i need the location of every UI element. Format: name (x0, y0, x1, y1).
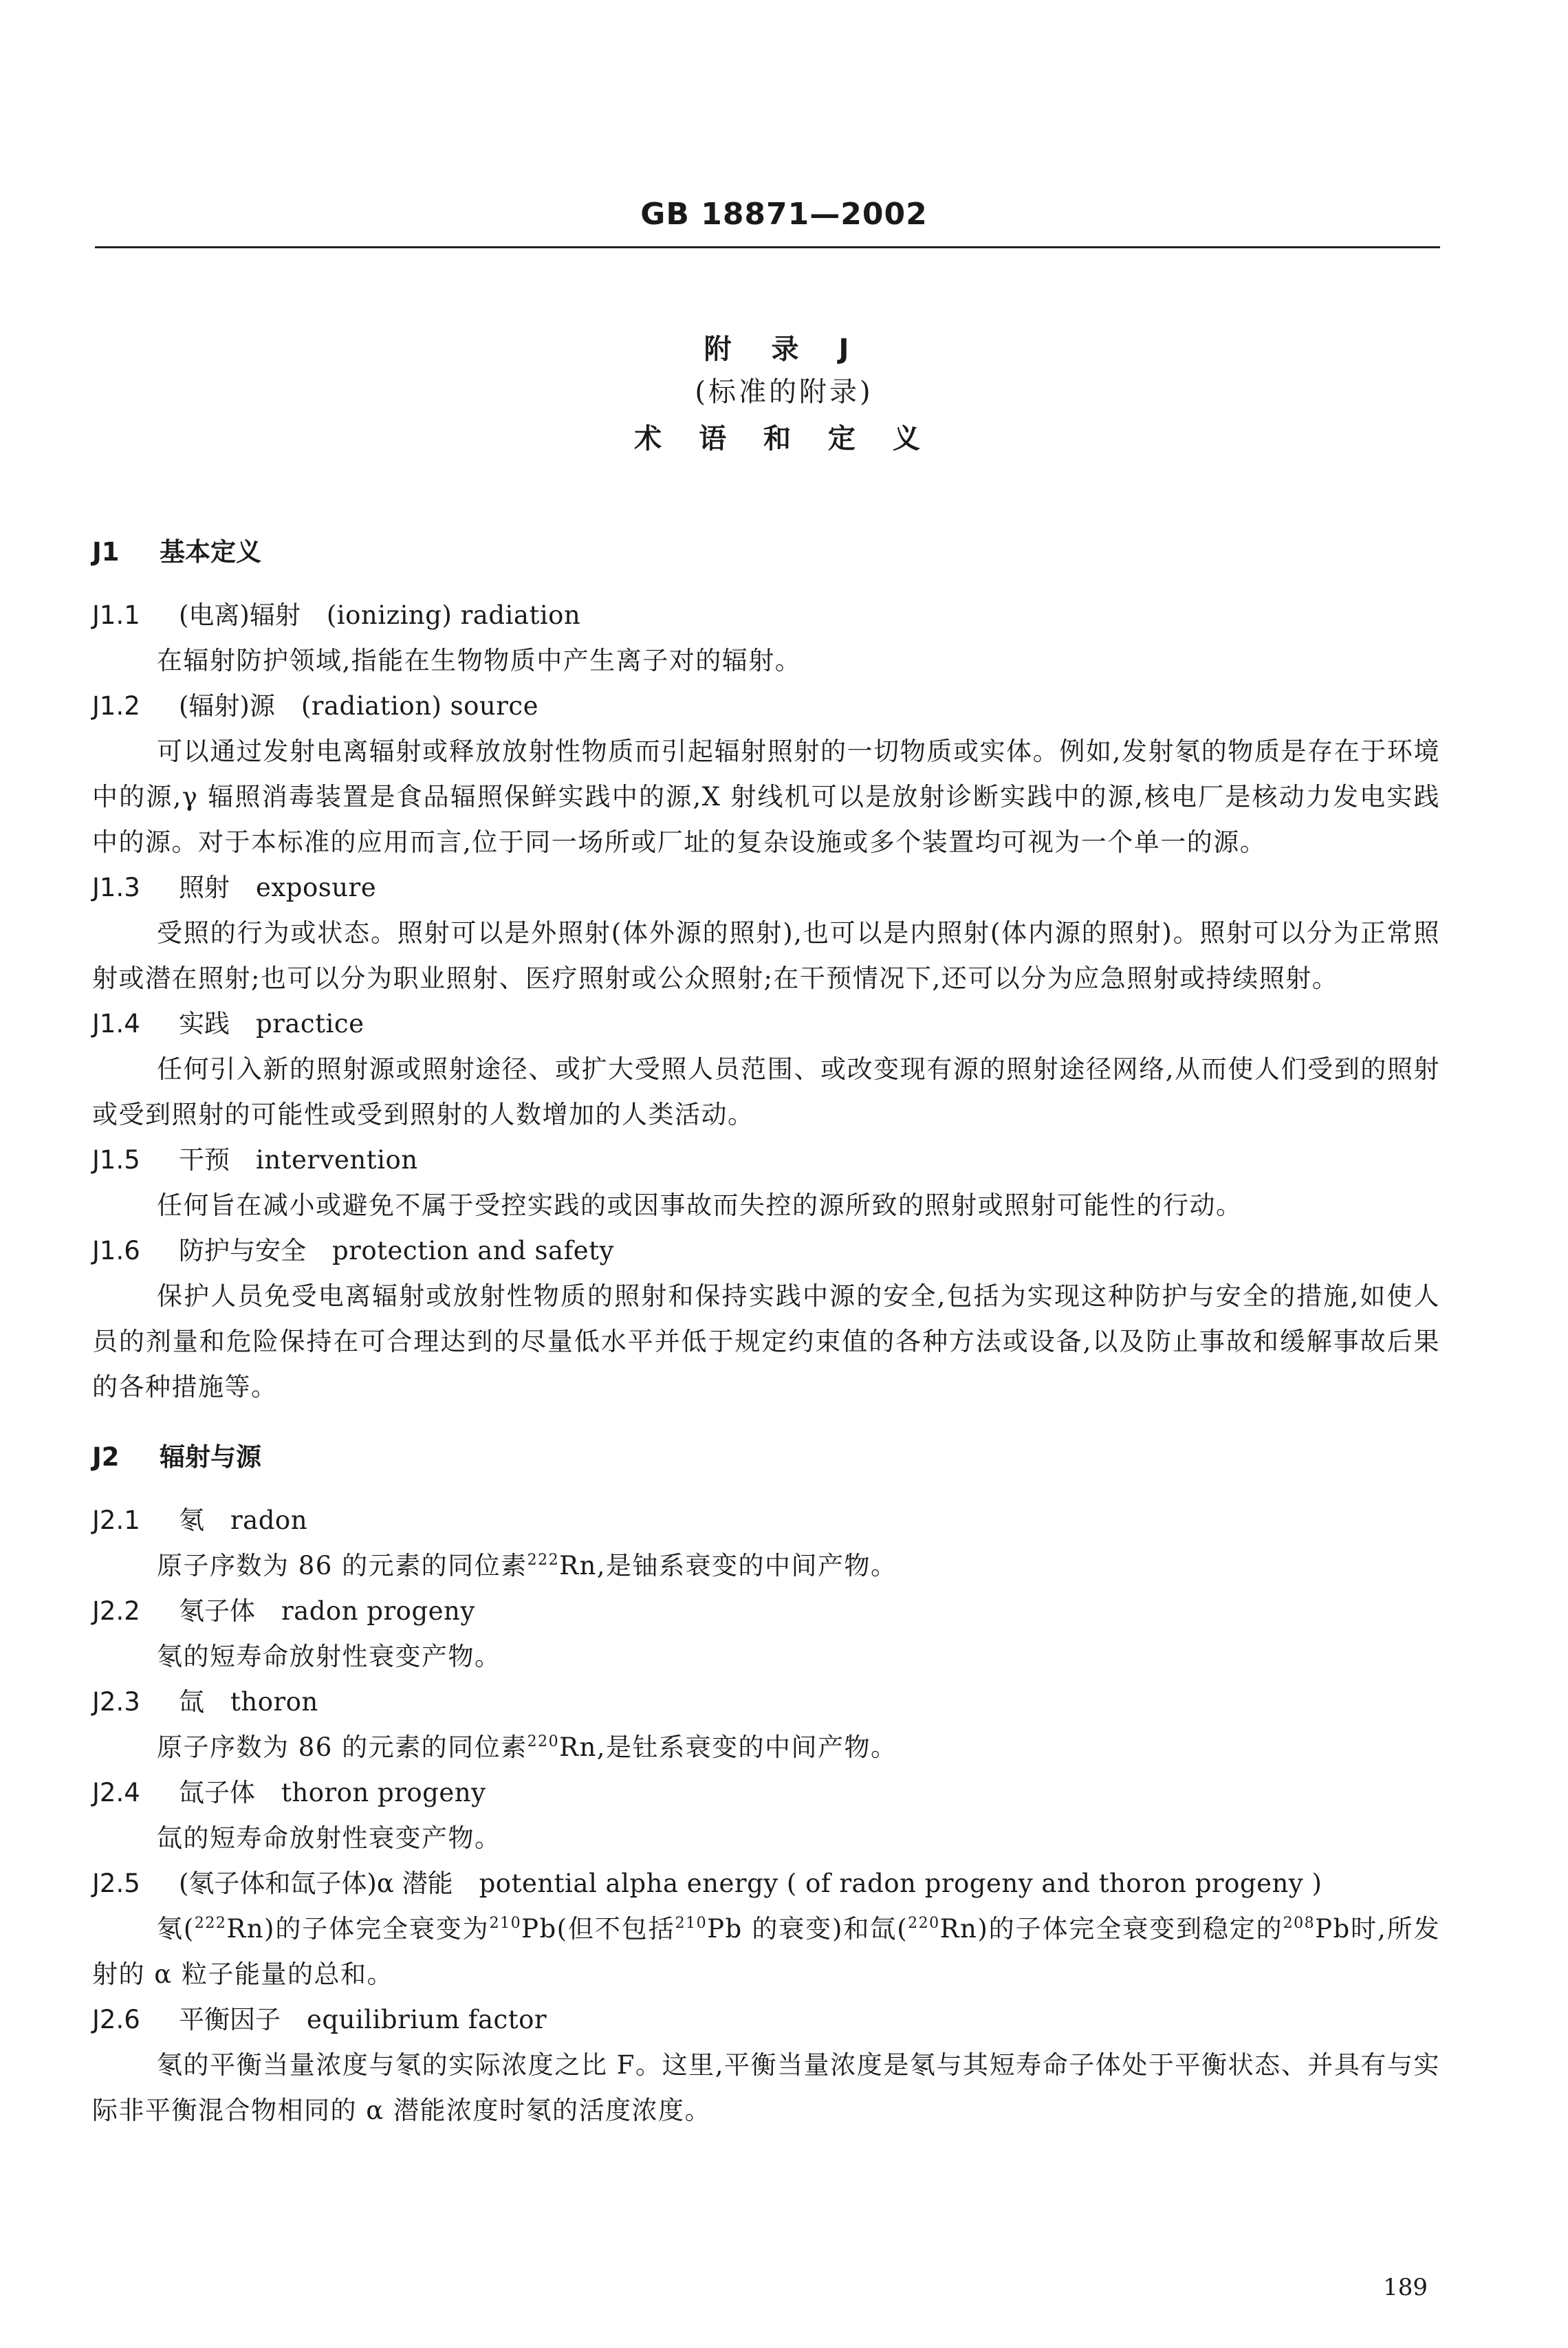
term-entry (92, 1228, 1440, 1274)
term-definition: 保护人员免受电离辐射或放射性物质的照射和保持实践中源的安全,包括为实现这种防护与安全的措施,如使人员的剂量和危险保持在可合理达到的尽量低水平并低于规定约束值的各种方法或设备,以及防止事故和缓解事故后果的各种措施等。 (92, 1281, 1440, 1402)
term-entry (92, 1138, 1440, 1183)
term-english: exposure (256, 873, 377, 902)
definition-text: Rn)的子体完全衰变为 (226, 1914, 490, 1944)
term-entry (92, 1001, 1440, 1047)
term-definition: 任何引入新的照射源或照射途径、或扩大受照人员范围、或改变现有源的照射途径网络,从而使人们受到的照射或受到照射的可能性或受到照射的人数增加的人类活动。 (92, 1054, 1440, 1129)
term-definition: 可以通过发射电离辐射或释放放射性物质而引起辐射照射的一切物质或实体。例如,发射氡的物质是存在于环境中的源,γ 辐照消毒装置是食品辐照保鲜实践中的源,X 射线机可以是放射诊断实践中的源,核电厂是核动力发电实践中的源。对于本标准的应用而言,位于同一场所或厂址的复杂设施或多个装置均可视为一个单一的源。 (92, 737, 1440, 857)
definition-text: 氡( (157, 1914, 195, 1944)
isotope-mass-number: 222 (194, 1915, 227, 1932)
term-entry (92, 593, 1440, 638)
term-entry (92, 1680, 1440, 1725)
term-english: radon (230, 1505, 308, 1535)
term-number: J1.6 (92, 1236, 140, 1265)
term-chinese: 氡子体 (179, 1596, 255, 1626)
term-english: practice (256, 1009, 364, 1039)
term-chinese: 平衡因子 (179, 2005, 281, 2034)
isotope-mass-number: 220 (527, 1733, 560, 1750)
section-heading (92, 530, 1440, 575)
standard-number: GB 18871—2002 (640, 197, 928, 232)
isotope-mass-number: 222 (527, 1552, 560, 1569)
isotope-mass-number: 210 (489, 1915, 522, 1932)
section-number: J1 (92, 537, 120, 567)
term-chinese: (辐射)源 (179, 691, 275, 721)
term-english: (ionizing) radiation (326, 600, 581, 630)
appendix-subtitle: (标准的附录) (695, 376, 873, 408)
term-number: J1.1 (92, 600, 140, 630)
term-entry (92, 865, 1440, 911)
term-definition: 氡的短寿命放射性衰变产物。 (157, 1642, 501, 1671)
term-chinese: (氡子体和氙子体)α 潜能 (179, 1869, 453, 1898)
isotope-mass-number: 210 (675, 1915, 708, 1932)
term-entry (92, 1997, 1440, 2043)
page-number: 189 (1383, 2274, 1428, 2301)
term-number: J2.1 (92, 1505, 140, 1535)
term-chinese: 实践 (179, 1009, 230, 1039)
term-chinese: 氙 (179, 1687, 204, 1717)
term-number: J2.5 (92, 1869, 140, 1898)
term-english: thoron (230, 1687, 318, 1717)
term-entry (92, 1589, 1440, 1634)
term-definition: 受照的行为或状态。照射可以是外照射(体外源的照射),也可以是内照射(体内源的照射)。照射可以分为正常照射或潜在照射;也可以分为职业照射、医疗照射或公众照射;在干预情况下,还可以分为应急照射或持续照射。 (92, 918, 1440, 993)
term-definition (92, 1543, 1440, 1589)
term-chinese: 干预 (179, 1145, 230, 1175)
term-number: J1.5 (92, 1145, 140, 1175)
term-number: J2.6 (92, 2005, 140, 2034)
term-chinese: 照射 (179, 873, 230, 902)
definition-text: 原子序数为 86 的元素的同位素 (157, 1732, 527, 1762)
term-number: J2.2 (92, 1596, 140, 1626)
term-number: J1.4 (92, 1009, 140, 1039)
section-title: 基本定义 (160, 537, 261, 567)
term-english: potential alpha energy ( of radon progeny and thoron progeny ) (479, 1869, 1322, 1898)
term-entry (92, 1861, 1440, 1906)
term-english: intervention (256, 1145, 418, 1175)
term-number: J2.3 (92, 1687, 140, 1717)
term-entry (92, 1498, 1440, 1543)
definition-text: Rn,是钍系衰变的中间产物。 (559, 1732, 897, 1762)
term-english: (radiation) source (301, 691, 539, 721)
term-number: J1.2 (92, 691, 140, 721)
header-rule (95, 246, 1440, 248)
definition-text: Pb(但不包括 (521, 1914, 675, 1944)
term-definition (92, 1906, 1440, 1997)
definition-text: 原子序数为 86 的元素的同位素 (157, 1551, 527, 1580)
term-definition: 任何旨在减小或避免不属于受控实践的或因事故而失控的源所致的照射或照射可能性的行动。 (157, 1191, 1243, 1220)
term-definition: 在辐射防护领域,指能在生物物质中产生离子对的辐射。 (157, 646, 802, 675)
term-english: equilibrium factor (307, 2005, 547, 2034)
section-title: 辐射与源 (160, 1442, 261, 1472)
definition-text: Pb时,所发射的 α 粒子能量的总和。 (92, 1914, 1441, 1989)
isotope-mass-number: 220 (908, 1915, 940, 1932)
appendix-heading: 术 语 和 定 义 (634, 423, 934, 455)
term-entry (92, 1770, 1440, 1816)
term-definition (92, 1725, 1440, 1770)
term-number: J1.3 (92, 873, 140, 902)
term-english: thoron progeny (281, 1778, 486, 1807)
isotope-mass-number: 208 (1283, 1915, 1316, 1932)
term-definition: 氙的短寿命放射性衰变产物。 (157, 1823, 501, 1853)
term-chinese: 氡 (179, 1505, 204, 1535)
term-english: protection and safety (332, 1236, 614, 1265)
term-chinese: 防护与安全 (179, 1236, 306, 1265)
term-english: radon progeny (281, 1596, 475, 1626)
section-heading (92, 1435, 1440, 1480)
term-entry (92, 684, 1440, 729)
definition-text: Rn)的子体完全衰变到稳定的 (939, 1914, 1283, 1944)
term-definition: 氡的平衡当量浓度与氡的实际浓度之比 F。这里,平衡当量浓度是氡与其短寿命子体处于平衡状态、并具有与实际非平衡混合物相同的 α 潜能浓度时氡的活度浓度。 (92, 2050, 1440, 2125)
term-chinese: 氙子体 (179, 1778, 255, 1807)
definition-text: Pb 的衰变)和氙( (707, 1914, 908, 1944)
appendix-title: 附 录 J (704, 334, 864, 365)
appendix-body (92, 530, 1440, 2133)
definition-text: Rn,是铀系衰变的中间产物。 (559, 1551, 897, 1580)
term-chinese: (电离)辐射 (179, 600, 301, 630)
term-number: J2.4 (92, 1778, 140, 1807)
section-number: J2 (92, 1442, 120, 1472)
